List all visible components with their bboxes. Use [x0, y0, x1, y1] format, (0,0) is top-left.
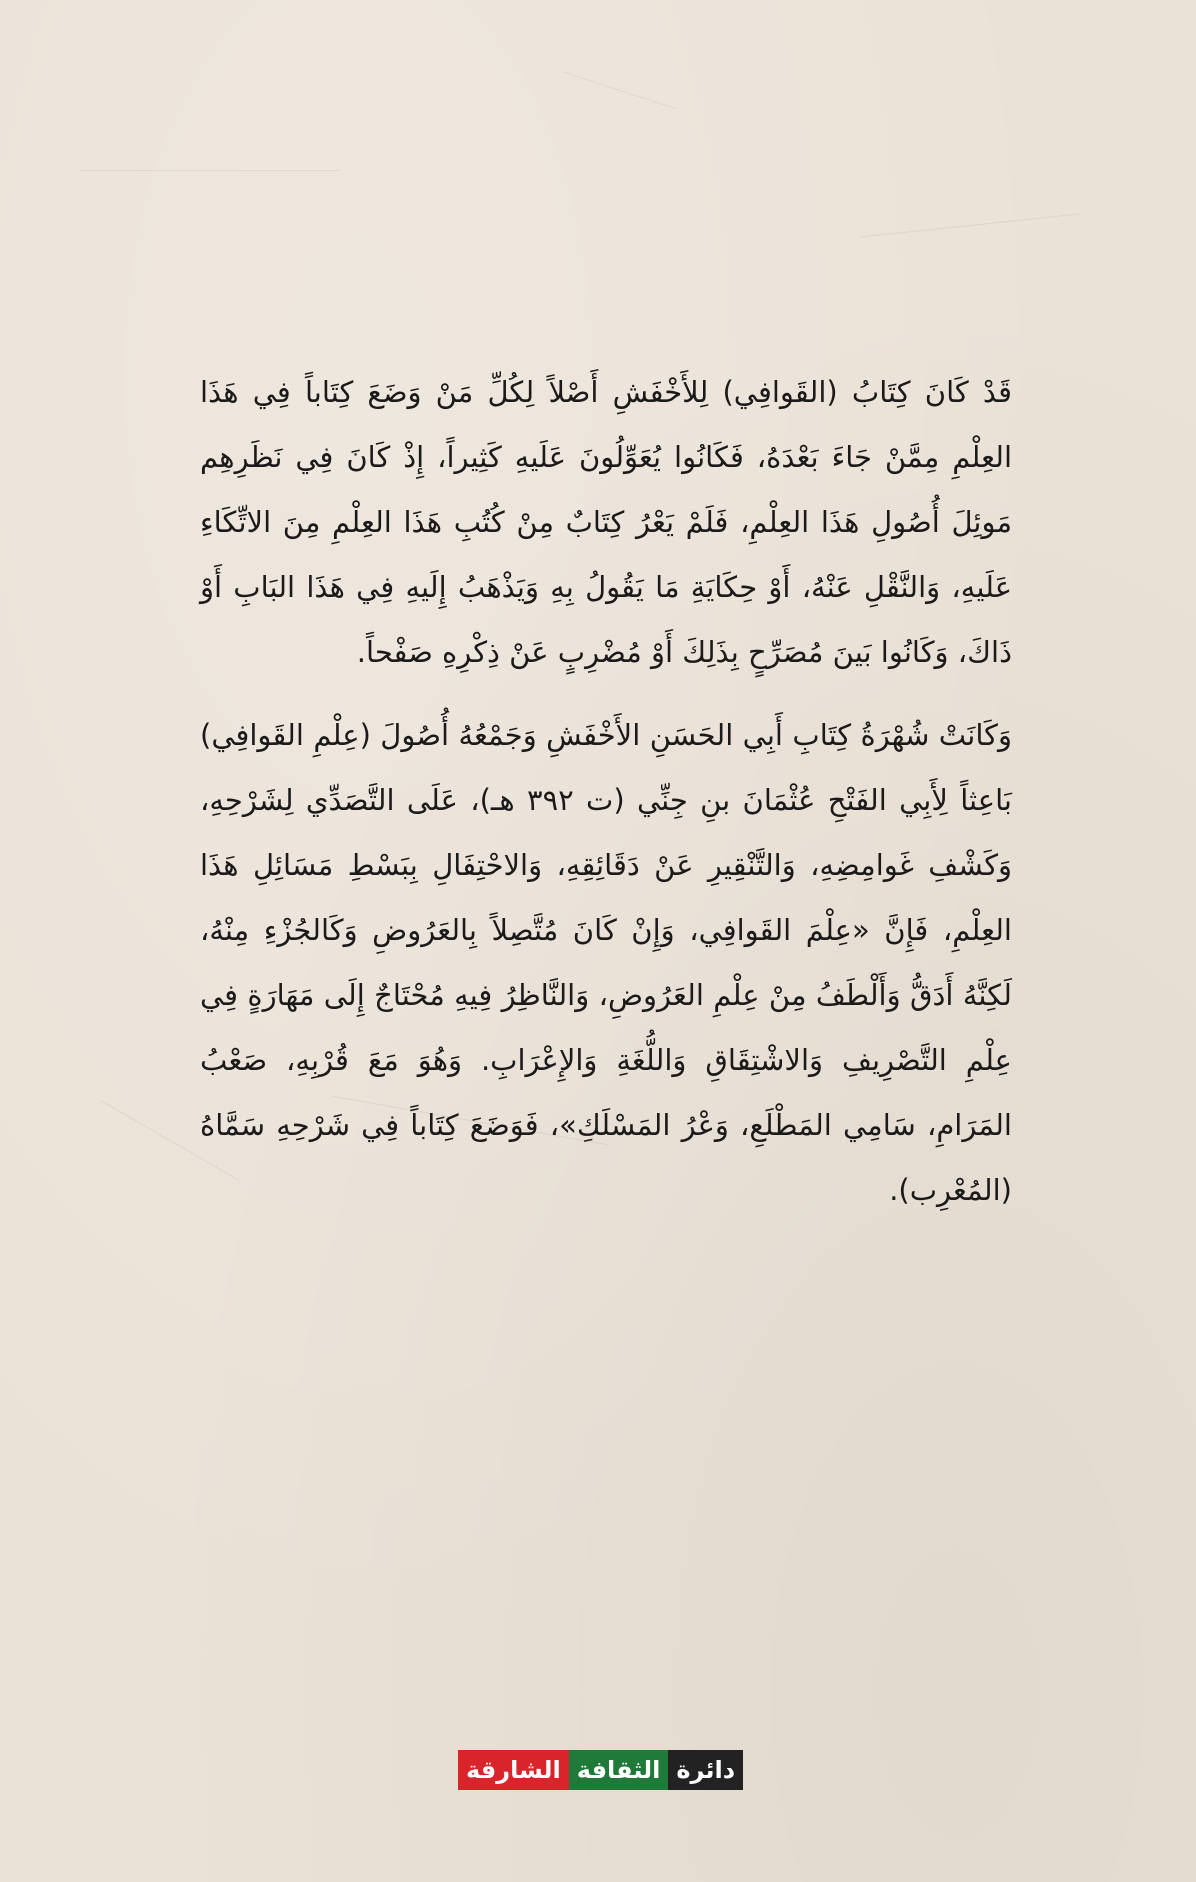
- blurb-paragraph-1: قَدْ كَانَ كِتَابُ (القَوافِي) لِلأَخْفَشِ أَصْلاً لِكُلِّ مَنْ وَضَعَ كِتَاباً فِي هَذَا العِلْمِ مِمَّنْ جَاءَ بَعْدَهُ، فَكَانُوا يُعَوِّلُونَ عَلَيهِ كَثِيراً، إِذْ كَانَ فِي نَظَرِهِم مَوئِلَ أُصُولِ هَذَا العِلْمِ، فَلَمْ يَعْرُ كِتَابٌ مِنْ كُتُبِ هَذَا العِلْمِ مِنَ الاتِّكَاءِ عَلَيهِ، وَالنَّقْلِ عَنْهُ، أَوْ حِكَايَةِ مَا يَقُولُ بِهِ وَيَذْهَبُ إِلَيهِ فِي هَذَا البَابِ أَوْ ذَاكَ، وَكَانُوا بَينَ مُصَرِّحٍ بِذَلِكَ أَوْ مُضْرِبٍ عَنْ ذِكْرِهِ صَفْحاً.: [200, 375, 1012, 669]
- cover-crease: [563, 71, 677, 109]
- logo-word-thaqafa: الثقافة: [569, 1750, 669, 1790]
- blurb-text: [200, 360, 1012, 1223]
- publisher-logo: [458, 1750, 743, 1790]
- logo-word-sharjah: الشارقة: [458, 1750, 569, 1790]
- logo-word-dairat: دائرة: [668, 1750, 743, 1790]
- blurb-paragraph-2: وَكَانَتْ شُهْرَةُ كِتَابِ أَبِي الحَسَنِ الأَخْفَشِ وَجَمْعُهُ أُصُولَ (عِلْمِ القَوافِي) بَاعِثاً لِأَبِي الفَتْحِ عُثْمَانَ بنِ جِنِّي (ت ٣٩٢ هـ)، عَلَى التَّصَدِّي لِشَرْحِهِ، وَكَشْفِ غَوامِضِهِ، وَالتَّنْقِيرِ عَنْ دَقَائِقِهِ، وَالاحْتِفَالِ بِبَسْطِ مَسَائِلِ هَذَا العِلْمِ، فَإِنَّ «عِلْمَ القَوافِي، وَإِنْ كَانَ مُتَّصِلاً بِالعَرُوضِ وَكَالجُزْءِ مِنْهُ، لَكِنَّهُ أَدَقُّ وَأَلْطَفُ مِنْ عِلْمِ العَرُوضِ، وَالنَّاظِرُ فِيهِ مُحْتَاجٌ إِلَى مَهَارَةٍ فِي عِلْمِ التَّصْرِيفِ وَالاشْتِقَاقِ وَاللُّغَةِ وَالإِعْرَابِ. وَهُوَ مَعَ قُرْبِهِ، صَعْبُ المَرَامِ، سَامِي المَطْلَعِ، وَعْرُ المَسْلَكِ»، فَوَضَعَ كِتَاباً فِي شَرْحِهِ سَمَّاهُ (المُعْرِب).: [200, 718, 1012, 1207]
- cover-crease: [861, 214, 1080, 238]
- cover-crease: [80, 170, 340, 171]
